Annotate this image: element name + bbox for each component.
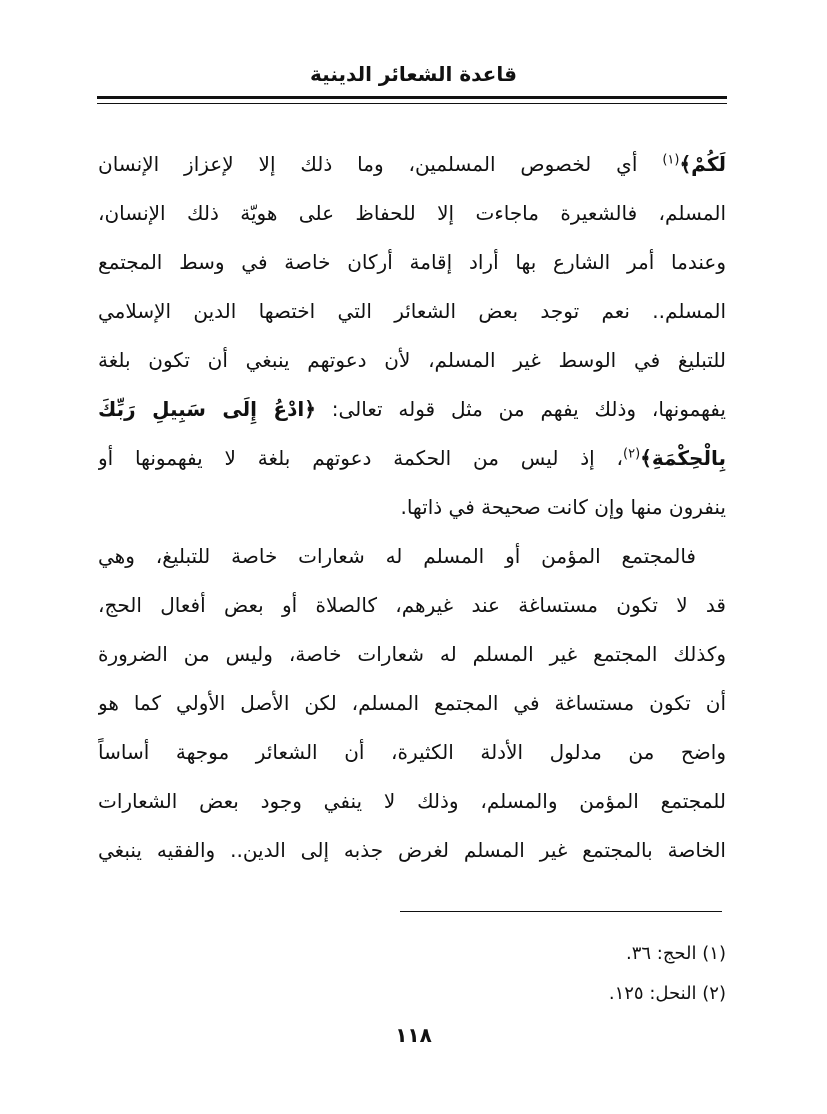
text-line (98, 728, 726, 777)
text-line (98, 679, 726, 728)
footnote: (١) الحج: ٣٦. (625, 943, 726, 964)
line-text: وكذلك المجتمع غير المسلم له شعارات خاصة، وليس من الضرورة (98, 642, 726, 666)
footnote: (٢) النحل: ١٢٥. (608, 983, 726, 1004)
line-text: فالمجتمع المؤمن أو المسلم له شعارات خاصة للتبليغ، وهي (98, 544, 696, 568)
running-title: قاعدة الشعائر الدينية (310, 62, 517, 86)
line-text: المسلم.. نعم توجد بعض الشعائر التي اختصها الدين الإسلامي (98, 299, 726, 323)
line-text: ، إذ ليس من الحكمة دعوتهم بلغة لا يفهمونها أو (98, 446, 624, 470)
text-line (98, 336, 726, 385)
line-text: المسلم، فالشعيرة ماجاءت إلا للحفاظ على هويّة ذلك الإنسان، (98, 201, 726, 225)
text-line (98, 140, 726, 189)
line-text: ينفرون منها وإن كانت صحيحة في ذاتها. (400, 495, 726, 519)
text-line (98, 630, 726, 679)
text-line (98, 826, 726, 875)
footnote-separator (400, 911, 722, 912)
text-line (98, 287, 726, 336)
footnotes (98, 934, 726, 1014)
text-line (98, 238, 726, 287)
text-line (98, 581, 726, 630)
header-rule-thick (97, 96, 727, 99)
text-line (98, 434, 726, 483)
quran-quote: لَكُمْ﴾ (679, 152, 726, 176)
text-line (98, 483, 726, 532)
page-number: ١١٨ (395, 1023, 432, 1047)
line-text: وعندما أمر الشارع بها أراد إقامة أركان خاصة في وسط المجتمع (98, 250, 726, 274)
line-text: واضح من مدلول الأدلة الكثيرة، أن الشعائر موجهة أساساً (98, 740, 726, 764)
body-text (98, 140, 726, 875)
line-text: للتبليغ في الوسط غير المسلم، لأن دعوتهم ينبغي أن تكون بلغة (98, 348, 726, 372)
line-text: يفهمونها، وذلك يفهم من مثل قوله تعالى: (315, 397, 726, 421)
line-text: أي لخصوص المسلمين، وما ذلك إلا لإعزاز الإنسان (98, 152, 663, 176)
text-line (98, 532, 726, 581)
line-text: للمجتمع المؤمن والمسلم، وذلك لا ينفي وجود بعض الشعارات (98, 789, 726, 813)
text-line (98, 385, 726, 434)
line-text: قد لا تكون مستساغة عند غيرهم، كالصلاة أو بعض أفعال الحج، (98, 593, 726, 617)
text-line (98, 189, 726, 238)
line-text: أن تكون مستساغة في المجتمع المسلم، لكن الأصل الأولي كما هو (98, 691, 726, 715)
line-text: الخاصة بالمجتمع غير المسلم لغرض جذبه إلى الدين.. والفقيه ينبغي (98, 838, 726, 862)
quran-quote: بِالْحِكْمَةِ﴾ (640, 446, 726, 470)
text-line (98, 777, 726, 826)
quran-quote: ﴿ادْعُ إِلَى سَبِيلِ رَبِّكَ (98, 397, 316, 421)
footnote-ref: (٢) (623, 446, 641, 462)
header-rule-thin (97, 103, 727, 104)
footnote-ref: (١) (662, 152, 680, 168)
